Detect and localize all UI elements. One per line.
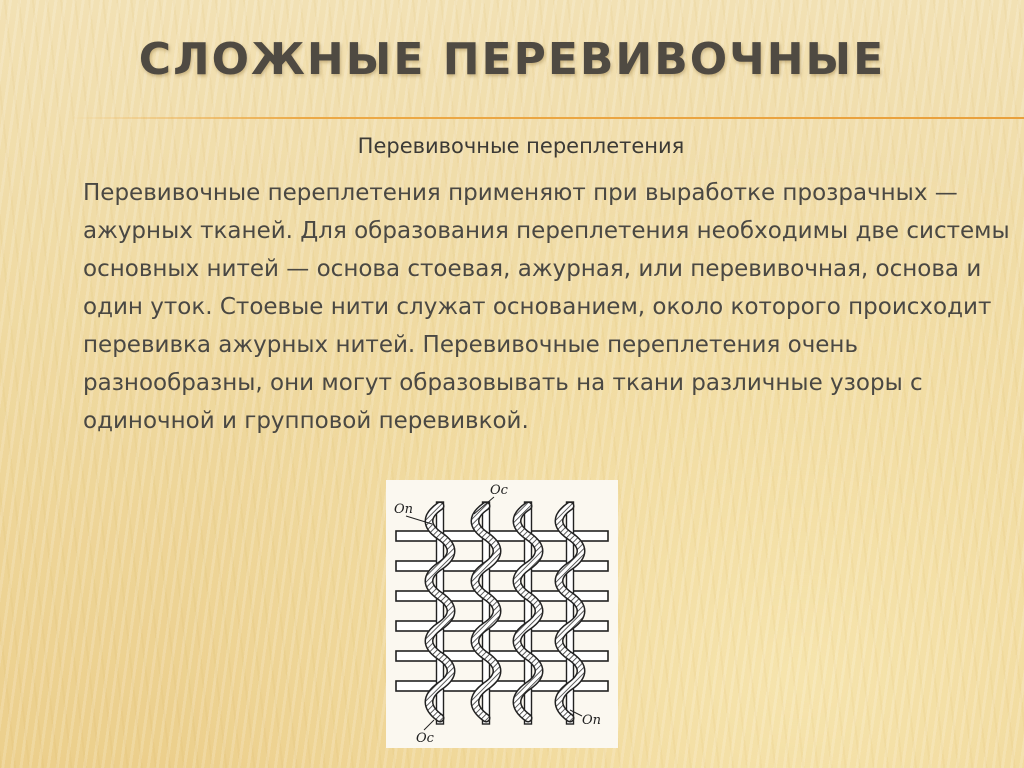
label-op-bottom: Оп (582, 713, 602, 728)
label-op-top: Оп (394, 502, 414, 517)
paragraph-lead: Перевивочные (83, 180, 261, 206)
label-oc-top: Ос (490, 483, 508, 498)
paragraph-text: переплетения применяют при выработке прозрачных — ажурных тканей. Для образования переплетения необходимы две системы основных нитей — основа стоевая, ажурная, или перевивочная, основа и один уток. Стоевые нити служат основанием, около которого происходит перевивка ажурных нитей. Перевивочные переплетения очень разнообразны, они могут образовывать на ткани различные узоры с одиночной и групповой перевивкой. (83, 180, 1010, 434)
body-paragraph (83, 174, 1013, 440)
leno-weave-diagram (386, 480, 618, 748)
label-oc-bottom: Ос (416, 731, 434, 746)
slide-subtitle: Перевивочные переплетения (357, 134, 685, 158)
slide-title: СЛОЖНЫЕ ПЕРЕВИВОЧНЫЕ (138, 34, 886, 85)
title-divider (68, 117, 1024, 119)
